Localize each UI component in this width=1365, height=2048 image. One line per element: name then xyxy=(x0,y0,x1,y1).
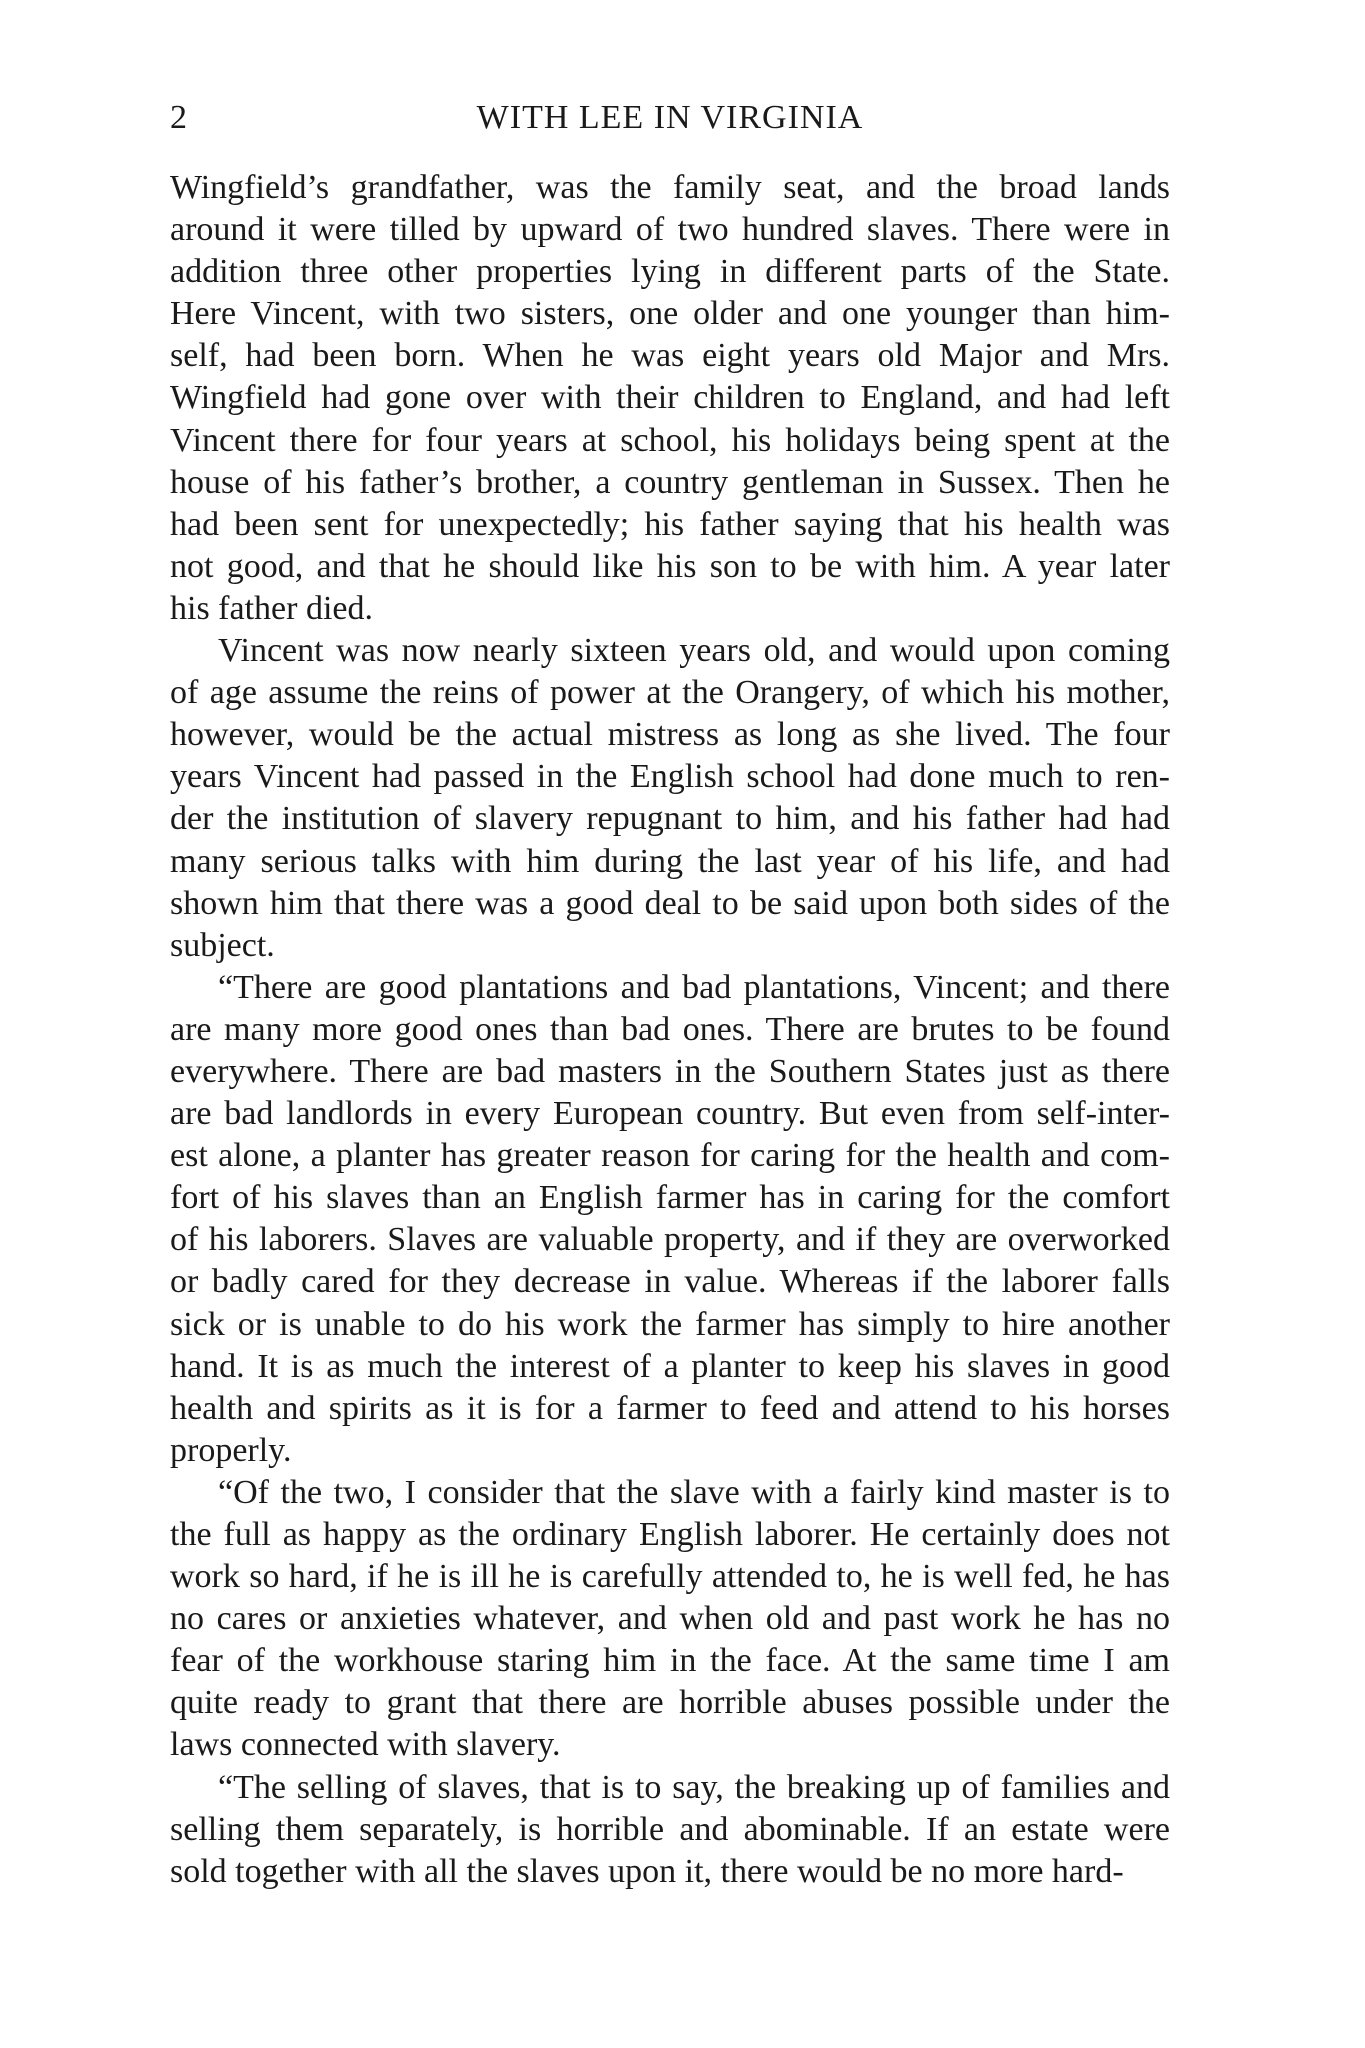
text-line: no cares or anxieties whatever, and when old and past work he has no xyxy=(170,1600,1170,1638)
text-line: not good, and that he should like his son to be with him. A year later xyxy=(170,547,1170,585)
text-line: sick or is unable to do his work the farmer has simply to hire another xyxy=(170,1305,1170,1343)
text-line: est alone, a planter has greater reason for caring for the health and com- xyxy=(170,1137,1170,1175)
body-text xyxy=(170,167,1170,1893)
text-line: everywhere. There are bad masters in the Southern States just as there xyxy=(170,1052,1170,1090)
text-line: health and spirits as it is for a farmer to feed and attend to his horses xyxy=(170,1389,1170,1427)
paragraph xyxy=(170,1767,1170,1893)
text-line: laws connected with slavery. xyxy=(170,1726,561,1764)
page-number: 2 xyxy=(170,99,187,136)
text-line: the full as happy as the ordinary English laborer. He certainly does not xyxy=(170,1516,1170,1553)
text-line: hand. It is as much the interest of a planter to keep his slaves in good xyxy=(170,1347,1170,1385)
text-line: his father died. xyxy=(170,589,373,627)
text-line: of age assume the reins of power at the Orangery, of which his mother, xyxy=(170,674,1170,712)
running-header xyxy=(170,95,1170,141)
text-line: many serious talks with him during the last year of his life, and had xyxy=(170,842,1170,880)
text-line: Here Vincent, with two sisters, one older and one younger than him- xyxy=(170,295,1170,333)
text-line: Wingfield’s grandfather, was the family seat, and the broad lands xyxy=(170,169,1170,206)
text-line: house of his father’s brother, a country gentleman in Sussex. Then he xyxy=(170,463,1170,501)
text-line: fear of the workhouse staring him in the face. At the same time I am xyxy=(170,1642,1170,1680)
text-line: or badly cared for they decrease in value. Whereas if the laborer falls xyxy=(170,1263,1170,1301)
text-line: around it were tilled by upward of two hundred slaves. There were in xyxy=(170,211,1170,249)
text-line: “Of the two, I consider that the slave with a fairly kind master is to xyxy=(218,1473,1170,1511)
text-line: addition three other properties lying in different parts of the State. xyxy=(170,253,1170,291)
paragraph xyxy=(170,1472,1170,1767)
text-line: selling them separately, is horrible and abominable. If an estate were xyxy=(170,1810,1170,1848)
text-line: self, had been born. When he was eight years old Major and Mrs. xyxy=(170,337,1170,375)
text-line: “The selling of slaves, that is to say, the breaking up of families and xyxy=(218,1768,1170,1806)
text-line: work so hard, if he is ill he is carefully attended to, he is well fed, he has xyxy=(170,1558,1170,1596)
text-line: Vincent was now nearly sixteen years old, and would upon coming xyxy=(218,632,1170,670)
paragraph xyxy=(170,167,1170,630)
text-line: quite ready to grant that there are horrible abuses possible under the xyxy=(170,1684,1170,1722)
text-line: years Vincent had passed in the English school had done much to ren- xyxy=(170,758,1170,796)
text-line: properly. xyxy=(170,1431,292,1469)
text-line: Wingfield had gone over with their children to England, and had left xyxy=(170,379,1170,417)
text-line: shown him that there was a good deal to be said upon both sides of the xyxy=(170,884,1170,922)
text-line: subject. xyxy=(170,926,275,964)
text-line: of his laborers. Slaves are valuable property, and if they are overworked xyxy=(170,1221,1170,1259)
text-line: der the institution of slavery repugnant to him, and his father had had xyxy=(170,800,1170,838)
text-line: “There are good plantations and bad plantations, Vincent; and there xyxy=(218,968,1170,1006)
paragraph xyxy=(170,630,1170,967)
text-line: had been sent for unexpectedly; his father saying that his health was xyxy=(170,505,1170,543)
text-line: fort of his slaves than an English farmer has in caring for the comfort xyxy=(170,1179,1170,1217)
text-line: however, would be the actual mistress as long as she lived. The four xyxy=(170,716,1170,754)
text-line: are bad landlords in every European country. But even from self-inter- xyxy=(170,1095,1170,1133)
text-line: sold together with all the slaves upon it, there would be no more hard- xyxy=(170,1852,1124,1890)
paragraph xyxy=(170,967,1170,1472)
text-line: Vincent there for four years at school, his holidays being spent at the xyxy=(170,421,1170,459)
text-line: are many more good ones than bad ones. There are brutes to be found xyxy=(170,1010,1170,1048)
running-title: WITH LEE IN VIRGINIA xyxy=(476,99,864,136)
